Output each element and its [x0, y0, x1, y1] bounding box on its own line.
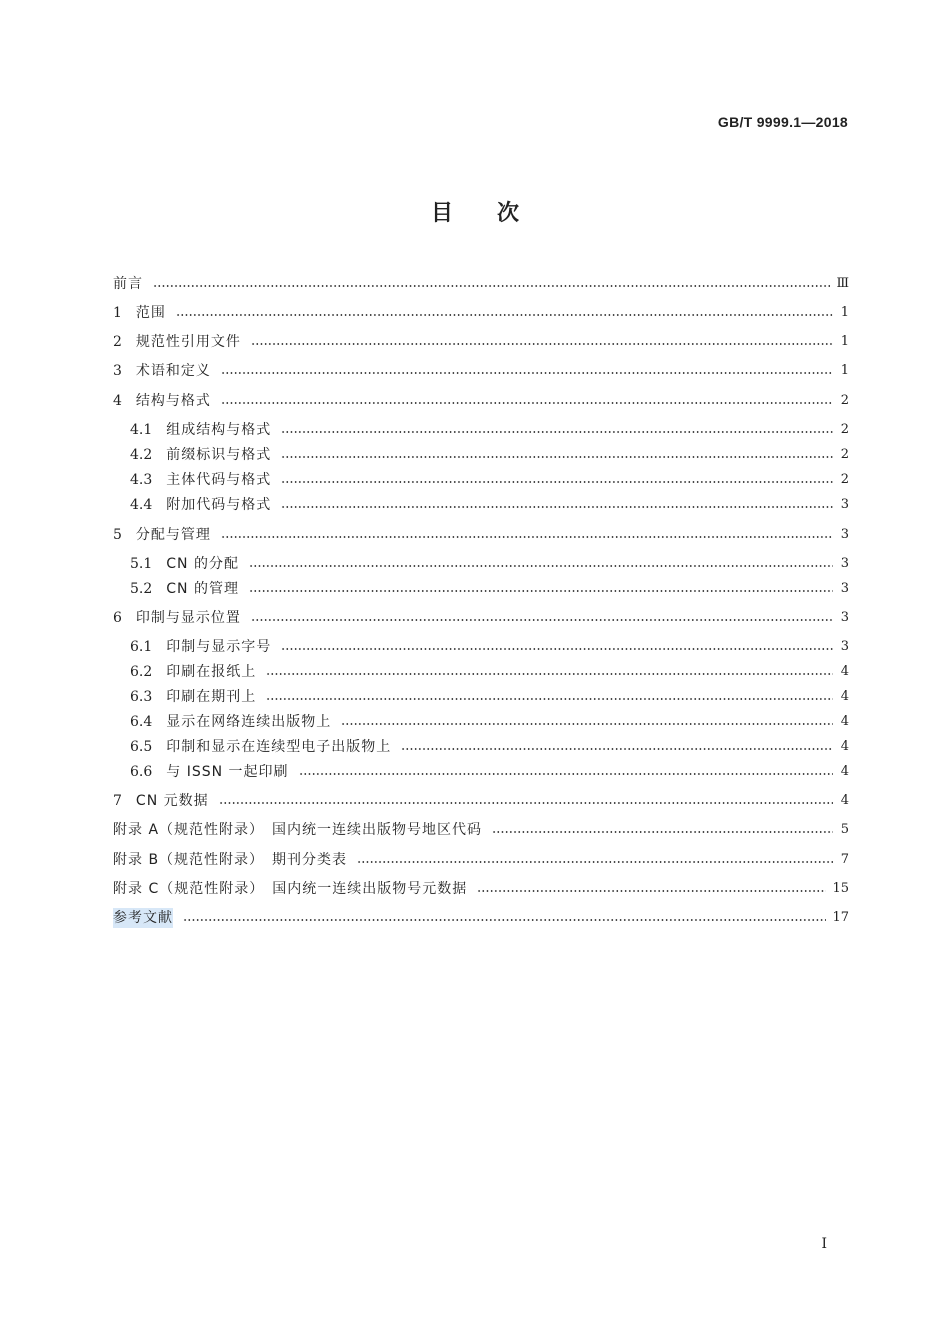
toc-leader-dots: [281, 648, 833, 650]
toc-label: 印制与显示位置: [135, 610, 241, 626]
toc-entry-4[interactable]: [113, 391, 849, 411]
toc-entry-4-1[interactable]: [130, 420, 849, 440]
toc-entry-6-6[interactable]: [130, 762, 849, 782]
toc-leader-dots: [251, 343, 833, 345]
toc-number: 6.2: [130, 664, 153, 680]
toc-leader-dots: [251, 619, 833, 621]
toc-number: 6.3: [130, 689, 153, 705]
toc-number: 5: [113, 527, 122, 543]
toc-page: 7: [840, 852, 849, 867]
toc-leader-dots: [281, 481, 833, 483]
toc-label: 结构与格式: [135, 393, 211, 409]
toc-leader-dots: [281, 431, 833, 433]
toc-entry-4-3[interactable]: [130, 470, 849, 490]
toc-label: 附录 C（规范性附录） 国内统一连续出版物号元数据: [113, 881, 468, 897]
toc-leader-dots: [281, 506, 833, 508]
toc-page: 4: [840, 739, 849, 754]
toc-entry-6-5[interactable]: [130, 737, 849, 757]
toc-entry-2[interactable]: [113, 332, 849, 352]
toc-number: 4: [113, 393, 122, 409]
toc-page: 3: [840, 581, 849, 596]
toc-entry-6[interactable]: [113, 608, 849, 628]
toc-page: 1: [840, 334, 849, 349]
toc-label: 与 ISSN 一起印刷: [166, 764, 289, 780]
toc-label: 印刷在期刊上: [166, 689, 257, 705]
toc-leader-dots: [357, 861, 833, 863]
toc-page: 3: [840, 610, 849, 625]
toc-entry-1[interactable]: [113, 303, 849, 323]
toc-entry-appendix-b[interactable]: [113, 850, 849, 870]
toc-label: 前缀标识与格式: [166, 447, 272, 463]
toc-leader-dots: [492, 831, 833, 833]
page-title: 目 次: [430, 201, 519, 226]
toc-page: 3: [840, 527, 849, 542]
toc-leader-dots: [401, 748, 833, 750]
toc-leader-dots: [221, 372, 833, 374]
toc-number: 4.4: [130, 497, 153, 513]
toc-page: 3: [840, 639, 849, 654]
toc-entry-5-2[interactable]: [130, 579, 849, 599]
toc-leader-dots: [153, 285, 830, 287]
toc-entry-5[interactable]: [113, 525, 849, 545]
toc-number: 4.3: [130, 472, 153, 488]
toc-label: 术语和定义: [135, 363, 211, 379]
toc-number: 6.6: [130, 764, 153, 780]
toc-label: CN 的分配: [166, 556, 239, 572]
toc-leader-dots: [266, 698, 833, 700]
toc-leader-dots: [219, 802, 833, 804]
toc-label: 范围: [135, 305, 166, 321]
toc-leader-dots: [221, 402, 833, 404]
toc-page: 15: [832, 881, 849, 896]
toc-label: 附加代码与格式: [166, 497, 272, 513]
toc-number: 6.1: [130, 639, 153, 655]
toc-label: 附录 A（规范性附录） 国内统一连续出版物号地区代码: [113, 822, 483, 838]
toc-entry-4-4[interactable]: [130, 495, 849, 515]
toc-label: 参考文献: [113, 910, 173, 926]
toc-page: 4: [840, 689, 849, 704]
toc-leader-dots: [341, 723, 833, 725]
toc-page: 2: [840, 422, 849, 437]
toc-label: 分配与管理: [135, 527, 211, 543]
toc-leader-dots: [299, 773, 833, 775]
toc-page: 4: [840, 793, 849, 808]
toc-label: 主体代码与格式: [166, 472, 272, 488]
toc-entry-references[interactable]: [113, 908, 849, 928]
toc-number: 6.5: [130, 739, 153, 755]
toc-number: 6: [113, 610, 122, 626]
toc-label: 印制和显示在连续型电子出版物上: [166, 739, 392, 755]
toc-entry-foreword[interactable]: [113, 274, 849, 294]
toc-page: 3: [840, 497, 849, 512]
toc-label: CN 的管理: [166, 581, 239, 597]
standard-code: GB/T 9999.1—2018: [717, 114, 848, 130]
toc-label: 规范性引用文件: [135, 334, 241, 350]
toc-page: 2: [840, 472, 849, 487]
toc-entry-3[interactable]: [113, 361, 849, 381]
toc-entry-5-1[interactable]: [130, 554, 849, 574]
toc-leader-dots: [183, 919, 826, 921]
toc-number: 4.1: [130, 422, 153, 438]
toc-label: 前言: [113, 276, 143, 292]
toc-number: 7: [113, 793, 122, 809]
toc-label: CN 元数据: [135, 793, 209, 809]
toc-number: 1: [113, 305, 122, 321]
toc-entry-4-2[interactable]: [130, 445, 849, 465]
toc-entry-6-2[interactable]: [130, 662, 849, 682]
toc-label: 组成结构与格式: [166, 422, 272, 438]
toc-leader-dots: [249, 590, 833, 592]
toc-label: 印刷在报纸上: [166, 664, 257, 680]
toc-page: 3: [840, 556, 849, 571]
toc-page: 2: [840, 393, 849, 408]
toc-leader-dots: [176, 314, 833, 316]
toc-label: 印制与显示字号: [166, 639, 272, 655]
toc-page: 5: [840, 822, 849, 837]
page-number: Ⅰ: [821, 1236, 827, 1252]
toc-number: 6.4: [130, 714, 153, 730]
toc-leader-dots: [281, 456, 833, 458]
toc-leader-dots: [477, 890, 826, 892]
toc-leader-dots: [221, 536, 833, 538]
toc-entry-6-3[interactable]: [130, 687, 849, 707]
toc-number: 5.1: [130, 556, 153, 572]
toc-leader-dots: [266, 673, 833, 675]
toc-entry-6-4[interactable]: [130, 712, 849, 732]
toc-entry-7[interactable]: [113, 791, 849, 811]
toc-entry-6-1[interactable]: [130, 637, 849, 657]
toc-page: 4: [840, 714, 849, 729]
toc-label: 附录 B（规范性附录） 期刊分类表: [113, 852, 348, 868]
toc-page: 1: [840, 363, 849, 378]
toc-page: 4: [840, 664, 849, 679]
toc-label: 显示在网络连续出版物上: [166, 714, 332, 730]
toc-page: Ⅲ: [836, 276, 849, 291]
toc-leader-dots: [249, 565, 833, 567]
toc-number: 2: [113, 334, 122, 350]
toc-page: 4: [840, 764, 849, 779]
toc-page: 17: [832, 910, 849, 925]
toc-number: 3: [113, 363, 122, 379]
toc-number: 5.2: [130, 581, 153, 597]
toc-page: 2: [840, 447, 849, 462]
toc-page: 1: [840, 305, 849, 320]
toc-number: 4.2: [130, 447, 153, 463]
toc-entry-appendix-a[interactable]: [113, 820, 849, 840]
toc-entry-appendix-c[interactable]: [113, 879, 849, 899]
